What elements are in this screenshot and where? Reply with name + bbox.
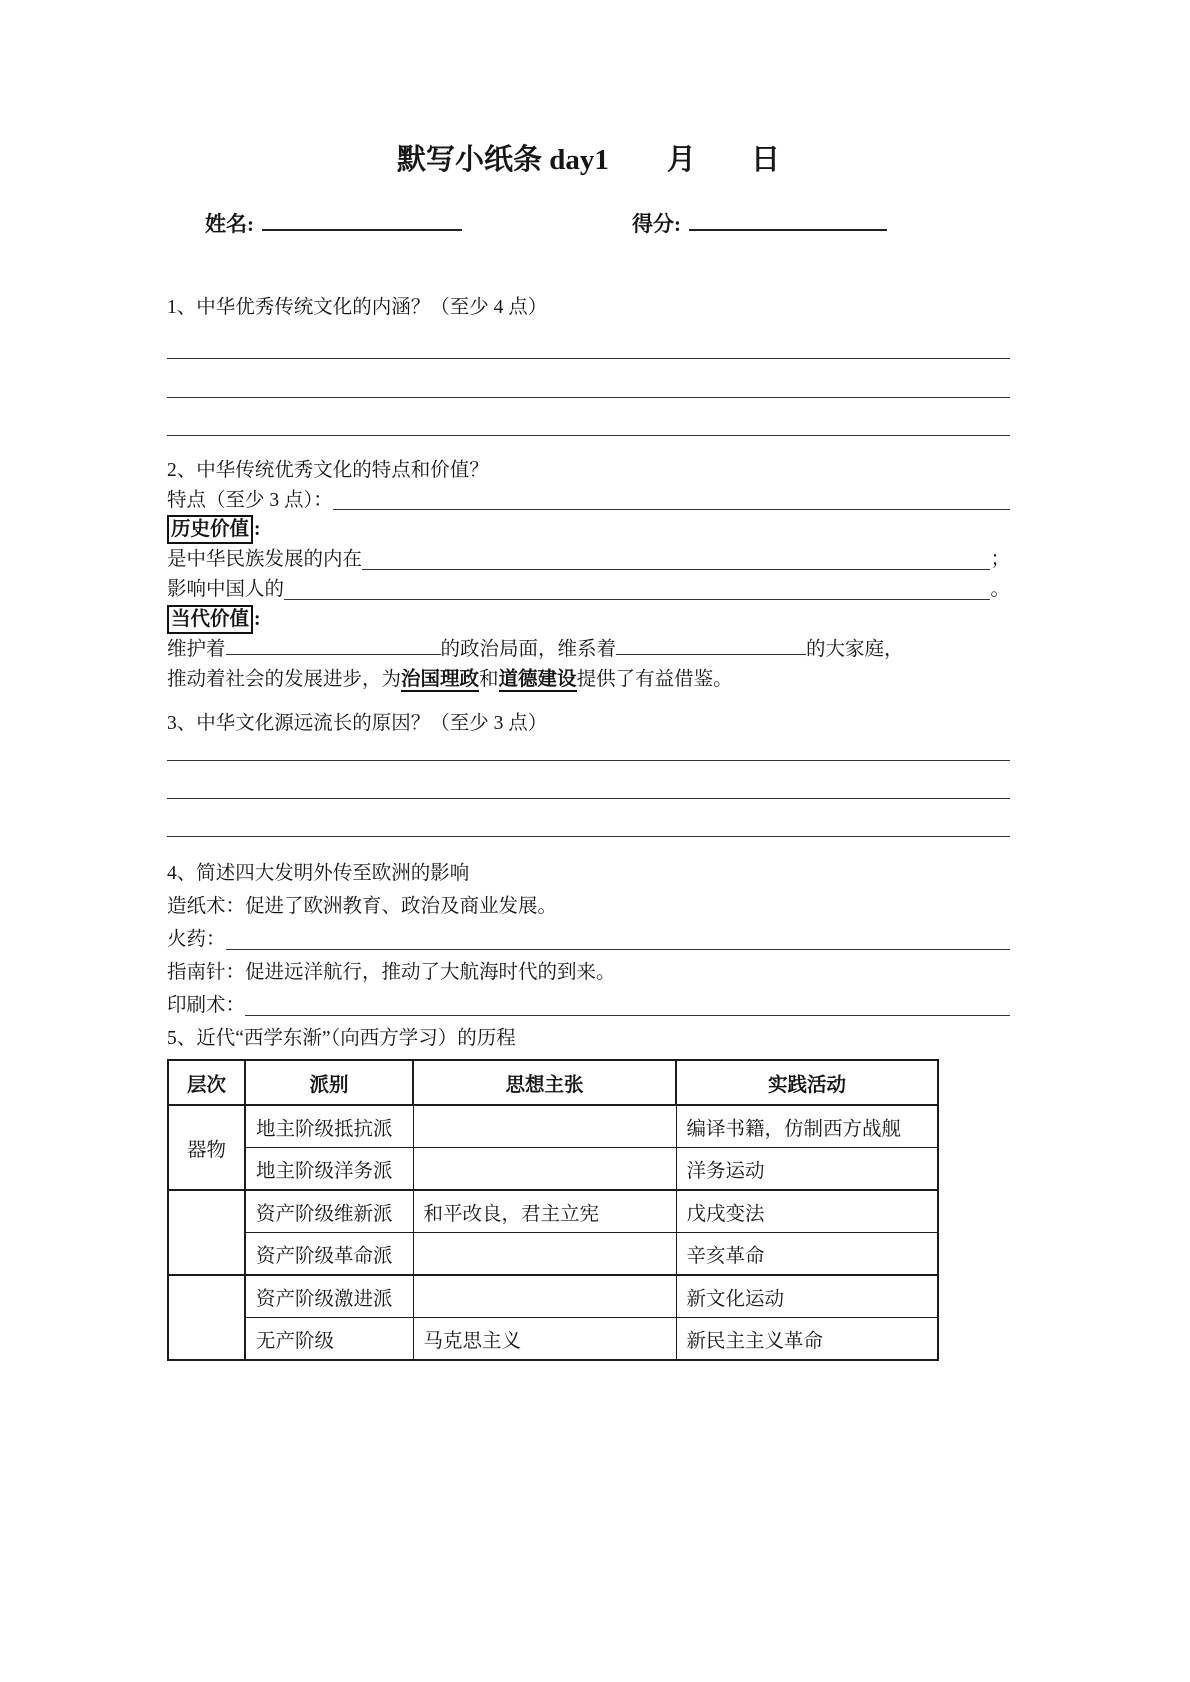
header-faction: 派别 bbox=[245, 1060, 413, 1105]
q2-history-line1-end: ； bbox=[990, 549, 1010, 570]
idea-cell: 和平改良，君主立宪 bbox=[413, 1190, 676, 1233]
q2-modern-line1-part2: 的政治局面，维系着 bbox=[440, 639, 617, 660]
practice-cell: 编译书籍，仿制西方战舰 bbox=[676, 1105, 938, 1148]
table-row bbox=[168, 1318, 938, 1361]
q2-history-line1-blank bbox=[362, 545, 990, 570]
score-label: 得分: bbox=[632, 212, 681, 236]
q4-compass-label: 指南针： bbox=[167, 962, 246, 983]
practice-cell: 新文化运动 bbox=[676, 1275, 938, 1318]
practice-cell: 新民主主义革命 bbox=[676, 1318, 938, 1361]
idea-cell bbox=[413, 1105, 676, 1148]
practice-cell: 洋务运动 bbox=[676, 1148, 938, 1191]
header-level: 层次 bbox=[168, 1060, 245, 1105]
question-5-heading: 5、近代“西学东渐”（向西方学习）的历程 bbox=[167, 1028, 516, 1049]
q2-history-value-row bbox=[167, 515, 1010, 545]
question-3-heading: 3、中华文化源远流长的原因？（至少 3 点） bbox=[167, 713, 548, 734]
name-score-row bbox=[167, 208, 1010, 241]
q4-compass-text: 促进远洋航行，推动了大航海时代的到来。 bbox=[245, 962, 616, 983]
westernization-table bbox=[167, 1059, 939, 1361]
q4-gunpowder-label: 火药： bbox=[167, 929, 226, 950]
level-cell-institutions bbox=[168, 1190, 245, 1275]
q2-modern-line2-part3: 提供了有益借鉴。 bbox=[576, 669, 733, 690]
idea-cell bbox=[413, 1233, 676, 1276]
q2-history-line2-blank bbox=[284, 575, 990, 600]
table-row bbox=[168, 1105, 938, 1148]
q4-gunpowder-blank-line bbox=[226, 923, 1010, 950]
table-row bbox=[168, 1190, 938, 1233]
q3-answer-line-2 bbox=[167, 761, 1010, 799]
history-value-colon: : bbox=[254, 519, 261, 540]
history-value-boxed-label: 历史价值 bbox=[167, 515, 253, 544]
title-main: 默写小纸条 day1 bbox=[397, 144, 609, 176]
q2-modern-line1-blank2 bbox=[616, 635, 806, 655]
q2-keyword-governance: 治国理政 bbox=[401, 669, 480, 690]
q2-modern-line-2 bbox=[167, 665, 1010, 695]
table-row bbox=[168, 1233, 938, 1276]
table-header-row bbox=[168, 1060, 938, 1105]
idea-cell bbox=[413, 1148, 676, 1191]
header-practice: 实践活动 bbox=[676, 1060, 938, 1105]
q2-keyword-morality: 道德建设 bbox=[498, 669, 577, 690]
q2-traits-row bbox=[167, 487, 1010, 515]
q3-answer-line-1 bbox=[167, 740, 1010, 761]
q4-printing-row bbox=[167, 989, 1010, 1022]
q1-answer-line-2 bbox=[167, 359, 1010, 398]
faction-cell: 地主阶级抵抗派 bbox=[245, 1105, 413, 1148]
practice-cell: 戊戌变法 bbox=[676, 1190, 938, 1233]
q4-papermaking-row bbox=[167, 890, 1010, 923]
question-1-heading: 1、中华优秀传统文化的内涵？（至少 4 点） bbox=[167, 297, 548, 318]
q2-modern-line2-part1: 推动着社会的发展进步，为 bbox=[167, 669, 402, 690]
q4-compass-row bbox=[167, 956, 1010, 989]
q2-modern-line1-part1: 维护着 bbox=[167, 639, 226, 660]
practice-cell: 辛亥革命 bbox=[676, 1233, 938, 1276]
faction-cell: 资产阶级维新派 bbox=[245, 1190, 413, 1233]
level-cell-artifacts: 器物 bbox=[168, 1105, 245, 1190]
faction-cell: 资产阶级革命派 bbox=[245, 1233, 413, 1276]
q2-history-line1-prefix: 是中华民族发展的内在 bbox=[167, 549, 363, 570]
q2-traits-blank-line bbox=[333, 487, 1010, 510]
page-title bbox=[167, 140, 1010, 180]
q4-printing-blank-line bbox=[245, 989, 1010, 1016]
q2-modern-line-1 bbox=[167, 635, 1010, 665]
table-row bbox=[168, 1275, 938, 1318]
modern-value-boxed-label: 当代价值 bbox=[167, 605, 253, 634]
q1-answer-line-1 bbox=[167, 324, 1010, 359]
title-day: 日 bbox=[750, 144, 780, 176]
q2-traits-label: 特点（至少 3 点）： bbox=[167, 490, 333, 511]
faction-cell: 无产阶级 bbox=[245, 1318, 413, 1361]
q2-history-line-1 bbox=[167, 545, 1010, 575]
name-label: 姓名: bbox=[205, 212, 254, 236]
q4-papermaking-text: 促进了欧洲教育、政治及商业发展。 bbox=[245, 896, 558, 917]
q2-history-line2-prefix: 影响中国人的 bbox=[167, 579, 285, 600]
title-month: 月 bbox=[666, 144, 696, 176]
q2-modern-line1-blank1 bbox=[226, 635, 441, 655]
worksheet-content bbox=[167, 140, 1010, 1361]
header-idea: 思想主张 bbox=[413, 1060, 676, 1105]
q4-gunpowder-row bbox=[167, 923, 1010, 956]
level-cell-ideas bbox=[168, 1275, 245, 1360]
q1-answer-line-3 bbox=[167, 398, 1010, 436]
modern-value-colon: : bbox=[254, 609, 261, 630]
q2-history-line-2 bbox=[167, 575, 1010, 605]
table-row bbox=[168, 1148, 938, 1191]
q2-modern-line1-part3: 的大家庭， bbox=[806, 639, 904, 660]
question-2-heading: 2、中华传统优秀文化的特点和价值？ bbox=[167, 460, 489, 481]
name-blank-line bbox=[262, 209, 462, 231]
idea-cell: 马克思主义 bbox=[413, 1318, 676, 1361]
q4-printing-label: 印刷术： bbox=[167, 995, 246, 1016]
idea-cell bbox=[413, 1275, 676, 1318]
faction-cell: 资产阶级激进派 bbox=[245, 1275, 413, 1318]
q4-papermaking-label: 造纸术： bbox=[167, 896, 246, 917]
faction-cell: 地主阶级洋务派 bbox=[245, 1148, 413, 1191]
score-blank-line bbox=[689, 209, 887, 231]
q2-modern-value-row bbox=[167, 605, 1010, 635]
q2-modern-line2-part2: 和 bbox=[479, 669, 499, 690]
q2-history-line2-end: 。 bbox=[990, 579, 1010, 600]
q3-answer-line-3 bbox=[167, 799, 1010, 837]
question-4-heading: 4、简述四大发明外传至欧洲的影响 bbox=[167, 863, 470, 884]
